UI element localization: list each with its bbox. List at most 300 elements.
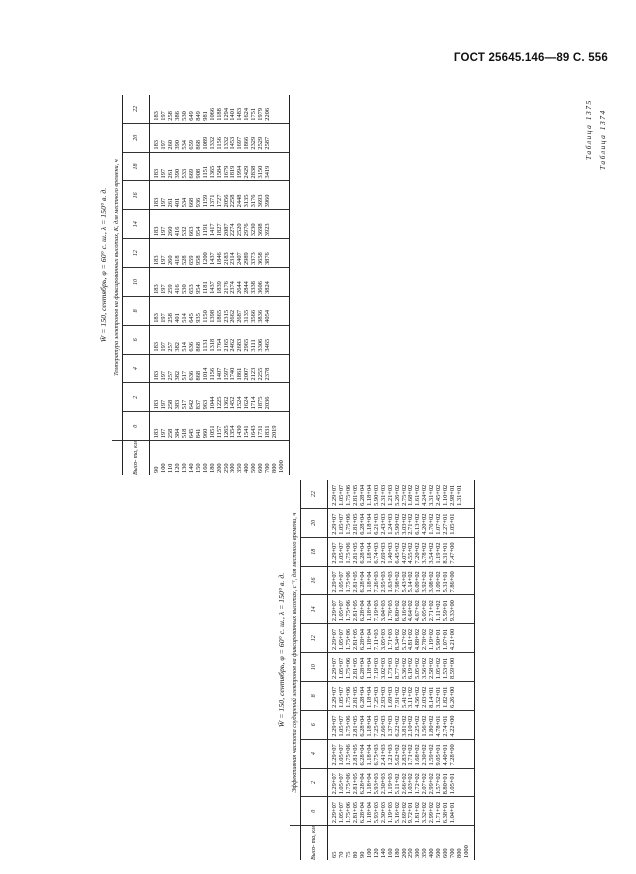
value-cell: 868 [196, 123, 203, 152]
time-column-header: 22 [301, 480, 328, 508]
value-cell: 5.62+02 [395, 739, 402, 768]
value-cell: 2258 [230, 181, 237, 210]
value-cell: 6.28+04 [360, 797, 367, 826]
value-cell: 663 [189, 210, 196, 239]
value-cell: 390 [175, 152, 182, 181]
value-cell: 2.81+05 [353, 768, 360, 797]
value-cell: 5.90+02 [395, 508, 402, 537]
value-cell: 2315 [224, 296, 231, 325]
value-cell: 2.95+03 [381, 566, 388, 595]
value-cell: 183 [150, 354, 161, 383]
value-cell: 9.72+01 [408, 797, 415, 826]
value-cell: 9.05+01 [436, 739, 443, 768]
value-cell: 2687 [237, 296, 244, 325]
value-cell: 7.91+02 [395, 681, 402, 710]
value-cell: 1.18+04 [367, 739, 374, 768]
value-cell: 868 [196, 354, 203, 383]
value-cell: 2.29+07 [328, 508, 339, 537]
value-cell: 2.03+02 [422, 681, 429, 710]
value-cell: 1332 [224, 123, 231, 152]
value-cell: 1.18+04 [367, 537, 374, 566]
table-1374-label: Таблица 1374 [598, 109, 607, 170]
value-cell: 1.05+07 [339, 681, 346, 710]
value-cell: 1151 [203, 152, 210, 181]
time-column-header: 8 [123, 296, 150, 325]
value-cell: 1.76+02 [429, 508, 436, 537]
value-cell: 261 [168, 152, 175, 181]
value-cell: 1.05+07 [339, 595, 346, 624]
value-cell: 3465 [265, 325, 272, 354]
value-cell: 1624 [244, 383, 251, 412]
value-cell: 1679 [224, 152, 231, 181]
value-cell: 197 [161, 239, 168, 268]
value-cell: 4.20+02 [422, 508, 429, 537]
value-cell: 841 [196, 412, 203, 441]
value-cell: 2329 [251, 123, 258, 152]
value-cell: 1.05+07 [339, 710, 346, 739]
value-cell: 1866 [244, 123, 251, 152]
value-cell: 1740 [230, 354, 237, 383]
value-cell: 645 [189, 412, 196, 441]
value-cell: 1156 [210, 354, 217, 383]
value-cell: 1014 [203, 354, 210, 383]
value-cell: 1714 [251, 383, 258, 412]
value-cell: 4.88+02 [415, 624, 422, 653]
value-cell: 1.05+01 [450, 768, 457, 797]
height-cell: 1000 [464, 826, 474, 860]
value-cell: 2019 [272, 412, 279, 441]
time-column-header: 10 [123, 268, 150, 297]
height-cell: 800 [457, 826, 464, 860]
value-cell: 1819 [230, 152, 237, 181]
table-row [272, 95, 279, 475]
value-cell: 1.19+03 [388, 797, 395, 826]
table-1375-label: Таблица 1375 [584, 99, 593, 160]
value-cell: 1.68+02 [407, 484, 415, 506]
value-cell: 1.03+02 [408, 768, 415, 797]
value-cell: 1.75+06 [346, 710, 353, 739]
height-cell: 180 [395, 826, 402, 860]
time-column-header: 6 [301, 710, 328, 739]
value-cell: 3.08+02 [429, 566, 436, 595]
value-cell [279, 268, 289, 297]
value-cell: 1.75+06 [346, 566, 353, 595]
value-cell: 183 [150, 268, 161, 297]
time-column-header: 20 [123, 123, 150, 152]
value-cell: 258 [168, 296, 175, 325]
value-cell [457, 508, 464, 537]
height-cell: 200 [217, 441, 224, 475]
value-cell: 2274 [230, 210, 237, 239]
value-cell: 2587 [265, 123, 272, 152]
value-cell: 1624 [243, 107, 251, 121]
value-cell: 1.07+02 [436, 508, 443, 537]
value-cell [457, 566, 464, 595]
value-cell: 2.71+02 [429, 595, 436, 624]
value-cell: 382 [175, 325, 182, 354]
value-cell: 1.05+07 [339, 537, 346, 566]
value-cell: 7.11+03 [374, 624, 381, 653]
value-cell: 1827 [217, 210, 224, 239]
value-cell: 1.05+07 [339, 768, 346, 797]
height-cell: 120 [374, 826, 381, 860]
value-cell: 534 [182, 181, 189, 210]
value-cell: 258 [168, 412, 175, 441]
value-cell: 1188 [215, 108, 223, 121]
value-cell: 1200 [203, 239, 210, 268]
value-cell: 1332 [210, 123, 217, 152]
value-cell: 1.31+01 [456, 484, 464, 506]
value-cell: 5.26+02 [393, 484, 401, 506]
value-cell: 2007 [244, 354, 251, 383]
value-cell: 6.22+02 [395, 710, 402, 739]
value-cell: 1044 [210, 383, 217, 412]
value-cell: 197 [161, 296, 168, 325]
value-cell: 2683 [237, 325, 244, 354]
value-cell [272, 325, 279, 354]
value-cell: 2.29+07 [328, 739, 339, 768]
value-cell: 2.29+07 [328, 797, 339, 826]
value-cell: 2.58+02 [429, 653, 436, 682]
value-cell: 2056 [224, 181, 231, 210]
value-cell: 258 [168, 383, 175, 412]
time-column-header: 16 [301, 566, 328, 595]
height-cell: 140 [189, 441, 196, 475]
value-cell [457, 681, 464, 710]
value-cell: 2.98+01 [449, 484, 457, 506]
height-cell: 600 [258, 441, 265, 475]
value-cell: 1437 [210, 268, 217, 297]
value-cell [464, 653, 474, 682]
height-cell: 150 [196, 441, 203, 475]
value-cell: 1.82+01 [443, 681, 450, 710]
value-cell: 2087 [224, 210, 231, 239]
value-cell: 2.29+07 [328, 653, 339, 682]
value-cell: 6.28+04 [360, 566, 367, 595]
value-cell: 4.22+00 [450, 710, 457, 739]
value-cell: 3693 [258, 181, 265, 210]
value-cell: 1731 [258, 412, 265, 441]
value-cell: 5.43+02 [402, 566, 409, 595]
value-cell: 3419 [265, 152, 272, 181]
value-cell: 8.77+02 [395, 653, 402, 682]
value-cell: 3.04+03 [381, 595, 388, 624]
value-cell: 659 [189, 123, 196, 152]
value-cell: 1.80+02 [429, 710, 436, 739]
height-cell: 90 [150, 441, 161, 475]
value-cell: 2838 [251, 152, 258, 181]
time-column-header: 4 [123, 354, 150, 383]
value-cell: 2.66+02 [402, 768, 409, 797]
value-cell [279, 210, 289, 239]
value-cell: 6.28+04 [360, 710, 367, 739]
value-cell: 1979 [257, 107, 265, 121]
value-cell: 1.53+01 [443, 653, 450, 682]
value-cell [457, 537, 464, 566]
value-cell [457, 595, 464, 624]
value-cell: 1.76+03 [388, 595, 395, 624]
value-cell: 2374 [230, 268, 237, 297]
value-cell: 1181 [203, 268, 210, 297]
value-cell: 1.18+04 [367, 797, 374, 826]
value-cell: 1.57+02 [436, 768, 443, 797]
value-cell: 1.18+04 [367, 653, 374, 682]
value-cell: 1846 [217, 239, 224, 268]
value-cell: 1.18+04 [367, 710, 374, 739]
value-cell: 3606 [258, 268, 265, 297]
value-cell: 1.61+02 [414, 484, 422, 506]
value-cell: 183 [150, 296, 161, 325]
value-cell [272, 354, 279, 383]
value-cell: 1453 [230, 123, 237, 152]
height-cell: 75 [346, 826, 353, 860]
value-cell: 5.93+03 [374, 797, 381, 826]
value-cell: 1875 [258, 383, 265, 412]
value-cell: 1.10+02 [442, 484, 450, 506]
height-cell: 350 [237, 441, 244, 475]
value-cell: 5.05+02 [415, 653, 422, 682]
value-cell: 7.26+03 [374, 566, 381, 595]
value-cell: 3.54+02 [429, 537, 436, 566]
value-cell: 1.18+04 [367, 768, 374, 797]
time-column-header: 8 [301, 681, 328, 710]
table-1375-block [274, 480, 636, 860]
value-cell: 2662 [230, 296, 237, 325]
value-cell: 908 [196, 152, 203, 181]
value-cell: 260 [168, 210, 175, 239]
value-cell: 532 [182, 210, 189, 239]
value-cell: 3373 [251, 239, 258, 268]
value-cell: 5.36+02 [402, 653, 409, 682]
value-cell: 1.05+07 [339, 566, 346, 595]
value-cell: 1.04+01 [450, 797, 457, 826]
value-cell: 530 [182, 268, 189, 297]
value-cell: 7.20+02 [415, 537, 422, 566]
value-cell: 1697 [237, 123, 244, 152]
value-cell: 2.41+03 [381, 739, 388, 768]
height-cell: 700 [265, 441, 272, 475]
value-cell: 1.75+06 [346, 768, 353, 797]
height-cell: 110 [168, 441, 175, 475]
value-cell: 1.19+02 [429, 624, 436, 653]
value-cell: 981 [201, 111, 209, 121]
value-cell: 1265 [224, 412, 231, 441]
table-1374 [112, 95, 290, 475]
value-cell [279, 354, 289, 383]
value-cell: 2.69+03 [381, 537, 388, 566]
value-cell: 2.83+02 [402, 739, 409, 768]
value-cell [464, 595, 474, 624]
height-cell: 350 [422, 826, 429, 860]
value-cell: 2.31+03 [379, 484, 387, 506]
value-cell: 2.99+02 [429, 768, 436, 797]
value-cell: 3135 [244, 296, 251, 325]
value-cell: 1.68+02 [415, 739, 422, 768]
value-cell: 6.13+02 [415, 508, 422, 537]
value-cell: 3.02+03 [381, 653, 388, 682]
value-cell: 6.28+04 [360, 508, 367, 537]
value-cell: 2.81+05 [353, 710, 360, 739]
value-cell: 1.71+02 [436, 797, 443, 826]
value-cell: 3.92+02 [422, 566, 429, 595]
value-cell: 514 [182, 296, 189, 325]
value-cell: 2.81+05 [351, 484, 359, 506]
value-cell: 2989 [244, 239, 251, 268]
value-cell: 1.75+06 [346, 595, 353, 624]
value-cell: 1.71+02 [408, 739, 415, 768]
value-cell: 2.29+07 [331, 484, 338, 506]
value-cell: 1597 [224, 354, 231, 383]
value-cell: 2.30+02 [422, 739, 429, 768]
value-cell: 1.59+02 [429, 739, 436, 768]
value-cell: 3923 [265, 210, 272, 239]
value-cell: 1.69+03 [388, 681, 395, 710]
value-cell: 1401 [229, 107, 237, 121]
value-cell: 5.14+02 [408, 566, 415, 595]
value-cell: 1452 [230, 383, 237, 412]
value-cell: 837 [196, 383, 203, 412]
value-cell: 260 [168, 123, 175, 152]
value-cell: 3.78+02 [422, 537, 429, 566]
value-cell [457, 739, 464, 768]
value-cell: 2.71+02 [408, 508, 415, 537]
value-cell: 3876 [265, 239, 272, 268]
value-cell: 1.19+02 [436, 537, 443, 566]
value-cell: 5.16+02 [395, 797, 402, 826]
value-cell: 7.47+00 [450, 537, 457, 566]
value-cell: 183 [150, 383, 161, 412]
value-cell: 1318 [210, 325, 217, 354]
height-cell: 600 [443, 826, 450, 860]
value-cell: 418 [175, 239, 182, 268]
value-cell [464, 508, 474, 537]
value-cell: 6.21+03 [374, 508, 381, 537]
value-cell: 5.90+01 [436, 624, 443, 653]
value-cell: 3566 [251, 296, 258, 325]
value-cell [279, 383, 289, 412]
value-cell: 1764 [217, 325, 224, 354]
value-cell: 2448 [237, 181, 244, 210]
value-cell: 1.63+03 [388, 566, 395, 595]
height-cell: 800 [272, 441, 279, 475]
value-cell [457, 797, 464, 826]
height-cell: 500 [436, 826, 443, 860]
value-cell: 1.21+03 [388, 739, 395, 768]
time-column-header: 2 [123, 383, 150, 412]
value-cell: 258 [166, 111, 174, 121]
value-cell: 2520 [237, 210, 244, 239]
value-cell: 197 [161, 354, 168, 383]
value-cell: 1.18+04 [367, 566, 374, 595]
value-cell: 384 [175, 412, 182, 441]
value-cell: 6.75+03 [374, 739, 381, 768]
value-cell: 1354 [230, 412, 237, 441]
value-cell: 3658 [258, 239, 265, 268]
value-cell: 2.07+02 [422, 768, 429, 797]
value-cell: 2.30+03 [381, 797, 388, 826]
value-cell: 3230 [251, 210, 258, 239]
value-cell: 1398 [210, 296, 217, 325]
height-cell: 200 [402, 826, 409, 860]
time-column-header: 20 [301, 508, 328, 537]
value-cell: 1.05+07 [339, 624, 346, 653]
value-cell: 197 [161, 123, 168, 152]
value-cell: 6.28+04 [360, 624, 367, 653]
height-column-header: Высо- та, км [123, 441, 150, 475]
value-cell [272, 181, 279, 210]
value-cell: 1365 [210, 152, 217, 181]
value-cell: 183 [150, 123, 161, 152]
value-cell: 2036 [265, 383, 272, 412]
value-cell: 3135 [244, 181, 251, 210]
value-cell: 936 [196, 181, 203, 210]
value-cell: 3338 [251, 268, 258, 297]
value-cell: 4.56+02 [415, 681, 422, 710]
value-cell [272, 296, 279, 325]
value-cell: 868 [196, 325, 203, 354]
value-cell: 2644 [237, 268, 244, 297]
value-cell: 1.18+04 [367, 595, 374, 624]
value-cell: 1831 [265, 412, 272, 441]
value-cell: 7.19+03 [374, 653, 381, 682]
value-cell: 1.75+06 [344, 484, 352, 506]
value-cell [272, 239, 279, 268]
value-cell: 1.05+07 [339, 797, 346, 826]
value-cell: 1362 [224, 383, 231, 412]
value-cell: 197 [161, 268, 168, 297]
value-cell: 1861 [237, 354, 244, 383]
height-cell: 180 [210, 441, 217, 475]
value-cell: 4.55+02 [408, 537, 415, 566]
value-cell: 6.28+04 [358, 484, 366, 506]
value-cell: 6.38+01 [443, 797, 450, 826]
value-cell: 1191 [203, 210, 210, 239]
height-cell: 1000 [279, 441, 289, 475]
value-cell: 8.34+02 [395, 624, 402, 653]
value-cell: 3306 [258, 325, 265, 354]
value-cell: 4.64+02 [408, 595, 415, 624]
value-cell: 6.19+02 [408, 653, 415, 682]
value-cell: 386 [173, 111, 181, 121]
value-cell: 257 [168, 325, 175, 354]
height-cell: 100 [367, 826, 374, 860]
value-cell: 3.11+02 [408, 681, 415, 710]
value-cell [272, 95, 279, 123]
value-cell: 1541 [244, 412, 251, 441]
value-cell [279, 412, 289, 441]
value-cell: 528 [182, 239, 189, 268]
value-cell: 2.99+02 [429, 797, 436, 826]
value-cell: 1417 [210, 210, 217, 239]
value-cell: 1.05+02 [436, 653, 443, 682]
value-cell: 6.28+04 [360, 739, 367, 768]
value-cell: 2965 [244, 325, 251, 354]
value-cell: 2.81+05 [353, 508, 360, 537]
value-cell: 416 [175, 210, 182, 239]
value-cell: 5.31+01 [443, 566, 450, 595]
table-row [265, 95, 272, 475]
value-cell: 6.74+03 [374, 537, 381, 566]
value-cell: 183 [153, 111, 160, 121]
value-cell: 2123 [251, 354, 258, 383]
value-cell: 1430 [237, 412, 244, 441]
value-cell: 2.81+05 [353, 653, 360, 682]
time-column-header: 12 [123, 239, 150, 268]
value-cell: 1.81+02 [415, 797, 422, 826]
value-cell: 1156 [217, 123, 224, 152]
header-spacer [290, 826, 301, 860]
value-cell: 2.29+07 [328, 566, 339, 595]
